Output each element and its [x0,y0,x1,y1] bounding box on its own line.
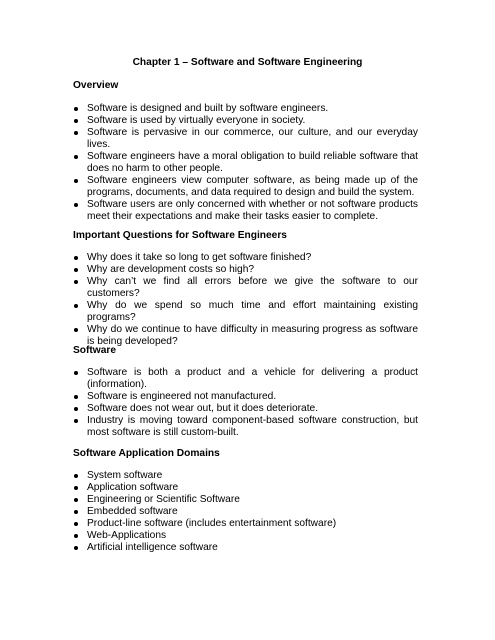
questions-list [73,252,418,348]
bullet-icon [74,522,78,526]
bullet-icon [74,371,78,375]
list-item: Software does not wear out, but it does deteriorate. [73,403,418,415]
bullet-icon [74,510,78,514]
list-item: Industry is moving toward component-based software construction, but most software is still custom-built. [73,415,418,439]
bullet-icon [74,498,78,502]
bullet-icon [74,256,78,260]
bullet-icon [74,155,78,159]
section-heading-overview: Overview [73,80,119,91]
list-item: Artificial intelligence software [73,542,418,554]
section-heading-application-domains: Software Application Domains [73,448,220,459]
list-item: Why can’t we find all errors before we give the software to our customers? [73,276,418,300]
list-item: Embedded software [73,506,418,518]
bullet-icon [74,179,78,183]
bullet-icon [74,546,78,550]
list-item: Software is pervasive in our commerce, our culture, and our everyday lives. [73,127,418,151]
bullet-icon [74,119,78,123]
list-item: Software is used by virtually everyone in society. [73,115,418,127]
list-item: Why does it take so long to get software finished? [73,252,418,264]
bullet-icon [74,203,78,207]
list-item: Engineering or Scientific Software [73,494,418,506]
bullet-icon [74,534,78,538]
list-item: Web-Applications [73,530,418,542]
page-title: Chapter 1 – Software and Software Engineering [132,57,363,68]
bullet-icon [74,395,78,399]
bullet-icon [74,419,78,423]
list-item: Software engineers view computer software, as being made up of the programs, documents, and data required to design and build the system. [73,175,418,199]
section-heading-software: Software [73,345,117,356]
section-heading-important-questions: Important Questions for Software Engineers [73,230,287,241]
list-item: Software is both a product and a vehicle for delivering a product (information). [73,367,418,391]
bullet-icon [74,304,78,308]
bullet-icon [74,486,78,490]
list-item: Software engineers have a moral obligation to build reliable software that does no harm to other people. [73,151,418,175]
list-item: Software is engineered not manufactured. [73,391,418,403]
bullet-icon [74,131,78,135]
bullet-icon [74,107,78,111]
list-item: Why do we spend so much time and effort maintaining existing programs? [73,300,418,324]
list-item: Why are development costs so high? [73,264,418,276]
list-item: System software [73,470,418,482]
list-item: Software is designed and built by software engineers. [73,103,418,115]
bullet-icon [74,328,78,332]
list-item: Why do we continue to have difficulty in measuring progress as software is being developed? [73,324,418,348]
list-item: Application software [73,482,418,494]
application-domains-list [73,470,418,554]
list-item: Product-line software (includes entertainment software) [73,518,418,530]
list-item: Software users are only concerned with whether or not software products meet their expectations and make their tasks easier to complete. [73,199,418,223]
bullet-icon [74,280,78,284]
software-list [73,367,418,439]
bullet-icon [74,268,78,272]
bullet-icon [74,474,78,478]
overview-list [73,103,418,223]
bullet-icon [74,407,78,411]
